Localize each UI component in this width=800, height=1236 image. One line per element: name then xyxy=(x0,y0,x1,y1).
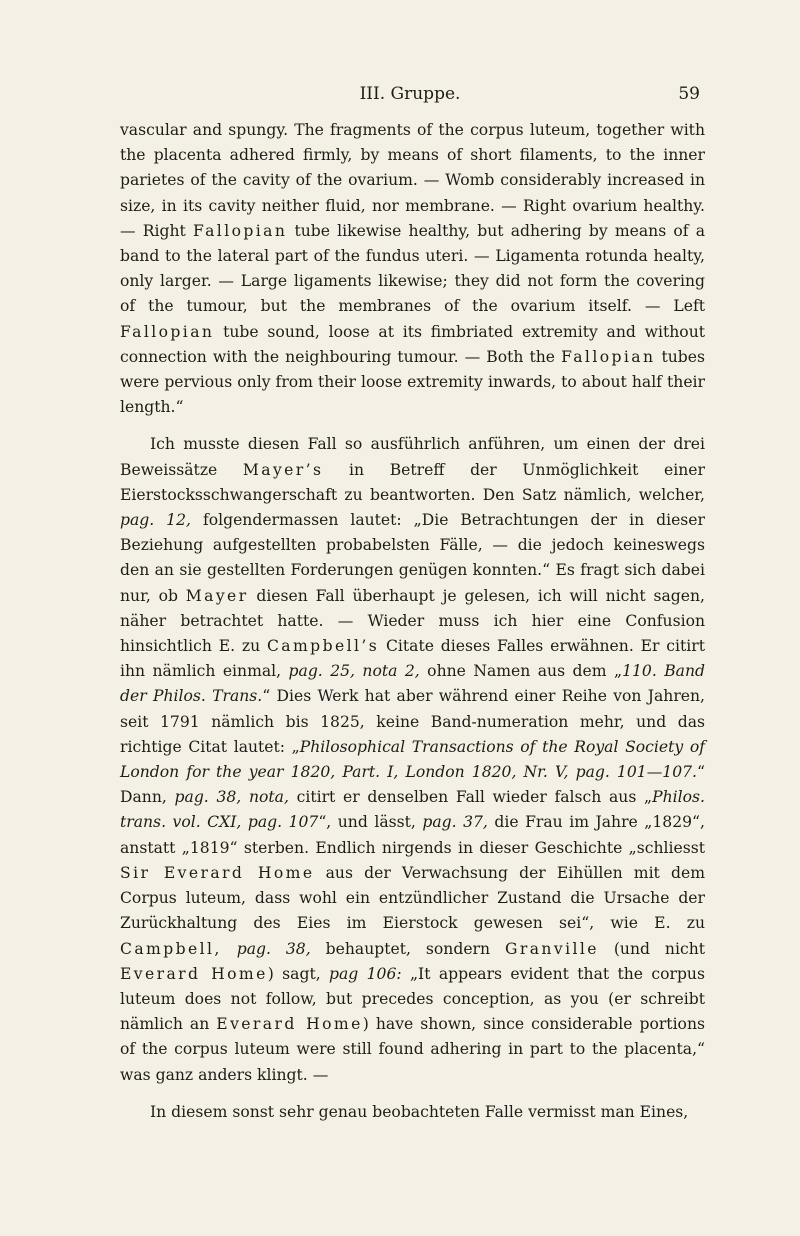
italic-citation: pag. 37, xyxy=(422,813,488,832)
text-run: ) sagt, xyxy=(267,964,330,983)
italic-citation: pag. 38, xyxy=(236,939,311,958)
text-run: „It appears evident that the corpus luteum does not follow, but precedes conception, as you (er schreibt nämlich an xyxy=(120,964,705,1034)
italic-citation: Philos. trans. vol. CXI, pag. 107 xyxy=(120,788,705,832)
text-run: “ Dies Werk hat aber während einer Reihe von Jahren, seit 1791 nämlich bis 1825, keine Band-numeration mehr, und das richtige Citat lautet: „ xyxy=(120,687,706,756)
spaced-name: Mayer xyxy=(185,586,249,605)
text-run: tube sound, loose at its fimbriated extremity and without connection with the neighbouring tumour. — Both the xyxy=(120,322,705,366)
text-run: Ich musste diesen Fall so ausführlich anführen, um einen der drei Beweissätze xyxy=(120,435,705,479)
spaced-name: Granville xyxy=(505,939,599,958)
spaced-name: Campbell’s xyxy=(266,637,380,656)
paragraph-p3 xyxy=(120,1100,705,1125)
page-number: 59 xyxy=(678,84,700,104)
paragraph-p2 xyxy=(120,432,705,1087)
spaced-name: Sir Everard Home xyxy=(120,863,315,882)
italic-citation: 110. Band der Philos. Trans. xyxy=(120,662,706,706)
text-run: Citate dieses Falles erwähnen. Er citirt ihn nämlich einmal, xyxy=(120,637,705,681)
body-text xyxy=(120,118,705,1125)
text-run: folgendermassen lautet: „Die Betrachtungen der in dieser Beziehung aufgestellten probabelsten Fälle, — die jedoch keineswegs den an sie gestellten Forderungen genügen konnten.“ Es fragt sich dabei nur, ob xyxy=(120,511,705,605)
italic-citation: pag 106: xyxy=(329,964,402,983)
text-run: tube likewise healthy, but adhering by means of a band to the lateral part of the fundus uteri. — Ligamenta rotunda healty, only larger. — Large ligaments likewise; they did not form the covering of the tumour, but the membranes of the ovarium itself. — Left xyxy=(120,221,705,316)
running-head xyxy=(120,84,700,108)
paragraph-p1 xyxy=(120,118,705,420)
text-run: diesen Fall überhaupt je gelesen, ich will nicht sagen, näher betrachtet hatte. — Wieder muss ich hier eine Confusion hinsichtlich E. zu xyxy=(120,586,705,656)
text-run: “ Dann, xyxy=(120,763,705,807)
text-run: ohne Namen aus dem „ xyxy=(419,662,623,681)
text-run: vascular and spungy. The fragments of the corpus luteum, together with the placenta adhered firmly, by means of short filaments, to the inner parietes of the cavity of the ovarium. — Womb considerably increased in size, in its cavity neither fluid, nor membrane. — Right ovarium healthy. — Right xyxy=(120,121,705,240)
running-title: III. Gruppe. xyxy=(359,84,461,104)
spaced-name: Fallopian xyxy=(192,221,288,240)
text-run: die Frau im Jahre „1829“, anstatt „1819“ sterben. Endlich nirgends in dieser Geschichte „schliesst xyxy=(120,813,705,857)
italic-citation: Philosophical Transactions of the Royal Society of London for the year 1820, Part. I, London 1820, Nr. V, pag. 101—107. xyxy=(120,737,705,782)
text-run: In diesem sonst sehr genau beobachteten Falle vermisst man Eines, xyxy=(150,1102,689,1121)
text-run: (und nicht xyxy=(598,939,706,958)
italic-citation: pag. 12, xyxy=(120,511,191,530)
text-run: tubes were pervious only from their loose extremity inwards, to about half their length.“ xyxy=(120,347,705,417)
text-run: citirt er denselben Fall wieder falsch aus „ xyxy=(288,788,653,807)
spaced-name: Campbell, xyxy=(120,939,222,958)
text-run: ) have shown, since considerable portions of the corpus luteum were still found adhering in part to the placenta,“ was ganz anders klingt. — xyxy=(120,1015,705,1084)
spaced-name: Mayer’s xyxy=(242,460,324,479)
text-run: in Betreff der Unmöglichkeit einer Eierstocksschwangerschaft zu beantworten. Den Satz nämlich, welcher, xyxy=(120,460,705,504)
italic-citation: pag. 38, nota, xyxy=(174,788,289,807)
spaced-name: Everard Home xyxy=(216,1015,363,1034)
spaced-name: Everard Home xyxy=(120,964,268,983)
text-run: “, und lässt, xyxy=(318,813,423,832)
spaced-name: Fallopian xyxy=(561,347,656,366)
spaced-name: Fallopian xyxy=(120,322,215,341)
text-run: aus der Verwachsung der Eihüllen mit dem Corpus luteum, dass wohl ein entzündlicher Zustand die Ursache der Zurückhaltung des Eies im Eierstock gewesen sei“, wie E. zu xyxy=(120,863,705,933)
text-run: behauptet, sondern xyxy=(310,939,506,958)
italic-citation: pag. 25, nota 2, xyxy=(288,662,420,681)
text-run xyxy=(222,940,237,958)
